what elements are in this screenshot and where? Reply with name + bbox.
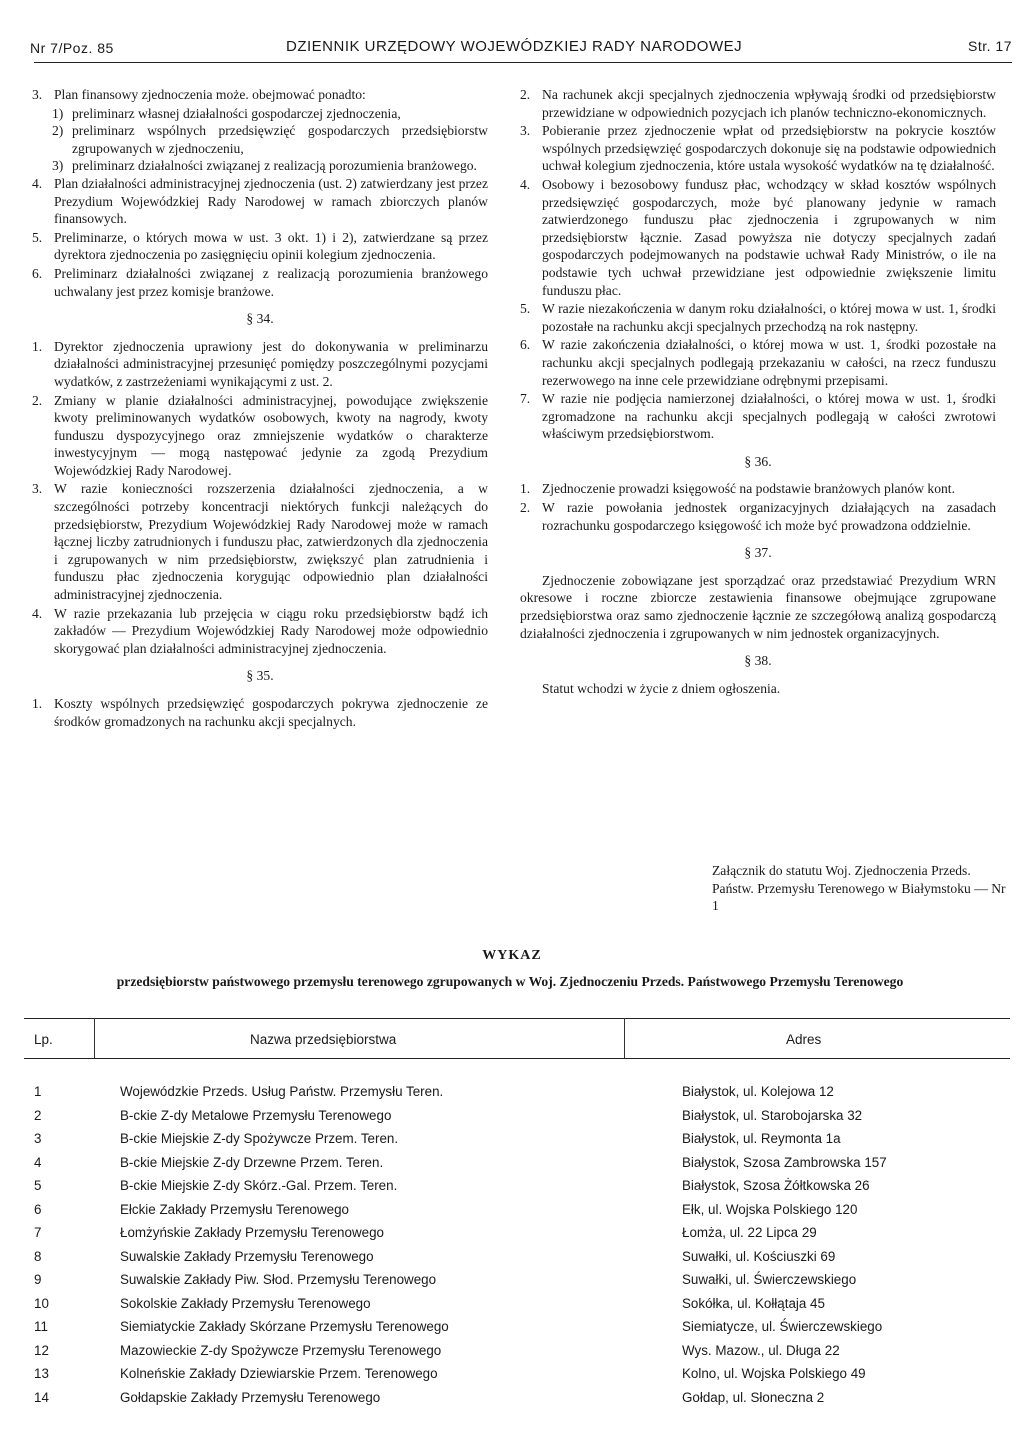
section-34-heading: § 34. <box>246 311 274 327</box>
paragraph-5: 5. Preliminarze, o których mowa w ust. 3 okt. 1) i 2), zatwierdzane są przez dyrektora zjednoczenia po zasięgnięciu opinii kolegium zjednoczenia. <box>32 229 488 263</box>
row-number: 5 <box>34 1178 42 1193</box>
list-title: WYKAZ <box>482 948 542 963</box>
s35-paragraph-7: 7. W razie nie podjęcia namierzonej działalności, o której mowa w ust. 1, środki zgromadzone na rachunku akcji specjalnych podlegają w całości zwrotowi właściwym przedsiębiorstwom. <box>520 391 996 442</box>
list-subtitle: przedsiębiorstw państwowego przemysłu terenowego zgrupowanych w Woj. Zjednoczeniu Przeds. Państwowego Przemysłu Terenowego <box>116 974 904 989</box>
right-column <box>520 86 996 697</box>
table-row <box>24 1343 1012 1367</box>
enterprise-address: Ełk, ul. Wojska Polskiego 120 <box>682 1201 858 1217</box>
enterprise-name: Suwalskie Zakłady Przemysłu Terenowego <box>120 1248 374 1264</box>
row-number: 6 <box>34 1201 42 1217</box>
enterprise-address: Wys. Mazow., ul. Długa 22 <box>682 1342 840 1358</box>
row-number: 4 <box>34 1154 42 1170</box>
column-header-address: Adres <box>786 1032 822 1047</box>
s35-paragraph-2: 2. Na rachunek akcji specjalnych zjednoczenia wpływają środki od przedsiębiorstw przewidziane w odpowiednich pozycjach ich planów techniczno-ekonomicznych. <box>520 87 996 120</box>
list-item: 1) preliminarz własnej działalności gospodarczej zjednoczenia, <box>52 105 401 121</box>
enterprise-name: Kolneńskie Zakłady Dziewiarskie Przem. Terenowego <box>120 1366 438 1381</box>
section-37-heading: § 37. <box>744 545 772 561</box>
row-number: 14 <box>34 1389 49 1405</box>
s35-paragraph-3: 3. Pobieranie przez zjednoczenie wpłat od przedsiębiorstw na pokrycie kosztów wspólnych przedsięwzięć gospodarczych dokonuje się na podstawie odpowiednich uchwał kolegium zjednoczenia, które ustala wysokość wydatków na tę działalność. <box>520 123 996 174</box>
table-header-rule <box>24 1058 1010 1059</box>
header-rule <box>34 62 1012 63</box>
paragraph-4: 4. Plan działalności administracyjnej zjednoczenia (ust. 2) zatwierdzany jest przez Prezydium Wojewódzkiej Rady Narodowej w ramach zbiorczych planów finansowych. <box>32 175 488 227</box>
enterprise-name: Mazowieckie Z-dy Spożywcze Przemysłu Terenowego <box>120 1342 442 1358</box>
s36-paragraph-2: 2. W razie powołania jednostek organizacyjnych działających na zasadach rozrachunku gospodarczego księgowość ich może być prowadzona oddzielnie. <box>520 500 996 533</box>
s35-paragraph-6: 6. W razie zakończenia działalności, o której mowa w ust. 1, środki pozostałe na rachunku akcji specjalnych podlegają przekazaniu w całości, na rzecz funduszu rezerwowego na inne cele przewidziane odrębnymi przepisami. <box>520 337 996 388</box>
enterprise-name: Suwalskie Zakłady Piw. Słod. Przemysłu Terenowego <box>120 1272 437 1287</box>
table-row <box>24 1272 1012 1296</box>
enterprise-name: B-ckie Z-dy Metalowe Przemysłu Terenowego <box>120 1107 392 1123</box>
s36-paragraph-1: 1. Zjednoczenie prowadzi księgowość na podstawie branżowych planów kont. <box>520 481 955 497</box>
enterprise-address: Białystok, ul. Reymonta 1a <box>682 1131 841 1146</box>
enterprise-name: B-ckie Miejskie Z-dy Skórz.-Gal. Przem. Teren. <box>120 1178 398 1193</box>
table-top-rule <box>24 1018 1010 1019</box>
table-row <box>24 1319 1012 1343</box>
enterprise-address: Kolno, ul. Wojska Polskiego 49 <box>682 1366 866 1381</box>
section-35-heading: § 35. <box>246 668 274 684</box>
paragraph-6: 6. Preliminarz działalności związanej z realizacją porozumienia branżowego uchwalany jest przez komisje branżowe. <box>32 265 488 299</box>
column-header-name: Nazwa przedsiębiorstwa <box>250 1032 397 1047</box>
s38-text: Statut wchodzi w życie z dniem ogłoszenia. <box>542 680 781 696</box>
left-column <box>32 86 488 731</box>
row-number: 9 <box>34 1272 42 1287</box>
enterprise-name: Siemiatyckie Zakłady Skórzane Przemysłu Terenowego <box>120 1319 449 1334</box>
enterprise-name: Sokolskie Zakłady Przemysłu Terenowego <box>120 1295 371 1311</box>
table-row <box>24 1249 1012 1273</box>
row-number: 3 <box>34 1131 42 1146</box>
table-row <box>24 1178 1012 1202</box>
table-column-divider <box>94 1018 95 1058</box>
section-36-heading: § 36. <box>744 453 772 469</box>
s35-paragraph-5: 5. W razie niezakończenia w danym roku działalności, o której mowa w ust. 1, środki pozostałe na rachunku akcji specjalnych przechodzą na rok następny. <box>520 301 996 334</box>
enterprise-name: Łomżyńskie Zakłady Przemysłu Terenowego <box>120 1225 384 1240</box>
s34-paragraph-4: 4. W razie przekazania lub przejęcia w ciągu roku przedsiębiorstw bądź ich zakładów — Prezydium Wojewódzkiej Rady Narodowej może odpowiednio skorygować plan działalności administracyjnej zjednoczenia. <box>32 605 488 656</box>
row-number: 2 <box>34 1107 42 1123</box>
enterprise-address: Gołdap, ul. Słoneczna 2 <box>682 1389 825 1405</box>
row-number: 7 <box>34 1225 42 1240</box>
table-row <box>24 1155 1012 1179</box>
table-row <box>24 1202 1012 1226</box>
enterprise-address: Suwałki, ul. Kościuszki 69 <box>682 1248 836 1264</box>
enterprise-address: Suwałki, ul. Świerczewskiego <box>682 1272 857 1287</box>
enterprise-address: Łomża, ul. 22 Lipca 29 <box>682 1225 817 1240</box>
row-number: 12 <box>34 1342 49 1358</box>
enterprise-name: Ełckie Zakłady Przemysłu Terenowego <box>120 1201 349 1217</box>
s34-paragraph-3: 3. W razie konieczności rozszerzenia działalności zjednoczenia, a w szczególności potrzeby koncentracji niektórych funkcji należących do przedsiębiorstw, Prezydium Wojewódzkiej Rady Narodowej może w ramach łącznej liczby zatrudnionych i funduszu płac, zatwierdzonych dla zjednoczenia i zgrupowanych w nim przedsiębiorstw, zwiększyć plan zatrudnienia i funduszu płac zjednoczenia korygując odpowiednio plan działalności administracyjnej zjednoczenia. <box>32 481 488 603</box>
s34-paragraph-2: 2. Zmiany w planie działalności administracyjnej, powodujące zwiększenie kwoty preliminowanych wydatków osobowych, kwoty na nagrody, kwoty funduszu dyspozycyjnego oraz zmniejszenie wydatków o charakterze inwestycyjnym — mogą następować jedynie za zgodą Prezydium Wojewódzkiej Rady Narodowej. <box>32 392 488 478</box>
journal-title: DZIENNIK URZĘDOWY WOJEWÓDZKIEJ RADY NARODOWEJ <box>286 38 743 55</box>
enterprise-name: B-ckie Miejskie Z-dy Drzewne Przem. Teren. <box>120 1154 384 1170</box>
row-number: 8 <box>34 1248 42 1264</box>
paragraph-3: 3. Plan finansowy zjednoczenia może. obejmować ponadto: <box>32 87 366 102</box>
page-header <box>24 38 1012 62</box>
table-row <box>24 1296 1012 1320</box>
list-item: 3) preliminarz działalności związanej z realizacją porozumienia branżowego. <box>52 158 477 174</box>
table-row <box>24 1108 1012 1132</box>
row-number: 1 <box>34 1084 42 1099</box>
enterprise-address: Białystok, Szosa Żółtkowska 26 <box>682 1178 870 1193</box>
column-header-lp: Lp. <box>34 1032 53 1047</box>
section-38-heading: § 38. <box>744 653 772 669</box>
enterprise-address: Białystok, ul. Starobojarska 32 <box>682 1107 863 1123</box>
s35-paragraph-1: 1. Koszty wspólnych przedsięwzięć gospodarczych pokrywa zjednoczenie ze środków gromadzonych na rachunku akcji specjalnych. <box>32 696 488 729</box>
s35-paragraph-4: 4. Osobowy i bezosobowy fundusz płac, wchodzący w skład kosztów wspólnych przedsięwzięć gospodarczych, może być planowany jedynie w ramach zatwierdzonego funduszu płac zjednoczenia i zgrupowanych w nim przedsiębiorstw łącznie. Zasad powyższa nie dotyczy specjalnych zadań gospodarczych podejmowanych na podstawie uchwał Rady Ministrów, o ile na podstawie tych uchwał przewidziane jest odpowiednie zwiększenie limitu funduszu płac. <box>520 176 996 298</box>
enterprise-address: Siemiatycze, ul. Świerczewskiego <box>682 1319 883 1334</box>
table-column-divider <box>624 1018 625 1058</box>
enterprise-name: B-ckie Miejskie Z-dy Spożywcze Przem. Teren. <box>120 1131 399 1146</box>
table-row <box>24 1390 1012 1414</box>
row-number: 10 <box>34 1295 49 1311</box>
enterprise-address: Sokółka, ul. Kołłątaja 45 <box>682 1295 825 1311</box>
enterprise-address: Białystok, ul. Kolejowa 12 <box>682 1084 834 1099</box>
annex-note: Załącznik do statutu Woj. Zjednoczenia Przeds. Państw. Przemysłu Terenowego w Białymstoku — Nr 1 <box>712 863 1006 913</box>
table-body <box>24 1084 1012 1413</box>
page-number: Str. 17 <box>968 38 1012 54</box>
s37-text: Zjednoczenie zobowiązane jest sporządzać oraz przedstawiać Prezydium WRN okresowe i roczne zbiorcze zestawienia finansowe obejmujące zgrupowane przedsiębiorstwa oraz samo zjednoczenie łącznie ze szczegółową analizą gospodarczą działalności zjednoczenia i zgrupowanych w nim jednostek organizacyjnych. <box>520 572 996 641</box>
table-row <box>24 1366 1012 1390</box>
row-number: 11 <box>34 1319 48 1334</box>
issue-number: Nr 7/Poz. 85 <box>30 40 114 56</box>
table-row <box>24 1225 1012 1249</box>
table-row <box>24 1131 1012 1155</box>
enterprise-name: Gołdapskie Zakłady Przemysłu Terenowego <box>120 1389 381 1405</box>
enterprise-name: Wojewódzkie Przeds. Usług Państw. Przemysłu Teren. <box>120 1084 444 1099</box>
list-item: 2) preliminarz wspólnych przedsięwzięć gospodarczych przedsiębiorstw zgrupowanych w zjednoczeniu, <box>52 123 488 156</box>
row-number: 13 <box>34 1366 49 1381</box>
table-row <box>24 1084 1012 1108</box>
s34-paragraph-1: 1. Dyrektor zjednoczenia uprawiony jest do dokonywania w preliminarzu działalności administracyjnej przesunięć pomiędzy poszczególnymi pozycjami wydatków, z zastrzeżeniami wynikającymi z ust. 2. <box>32 338 488 389</box>
enterprise-address: Białystok, Szosa Zambrowska 157 <box>682 1154 887 1170</box>
